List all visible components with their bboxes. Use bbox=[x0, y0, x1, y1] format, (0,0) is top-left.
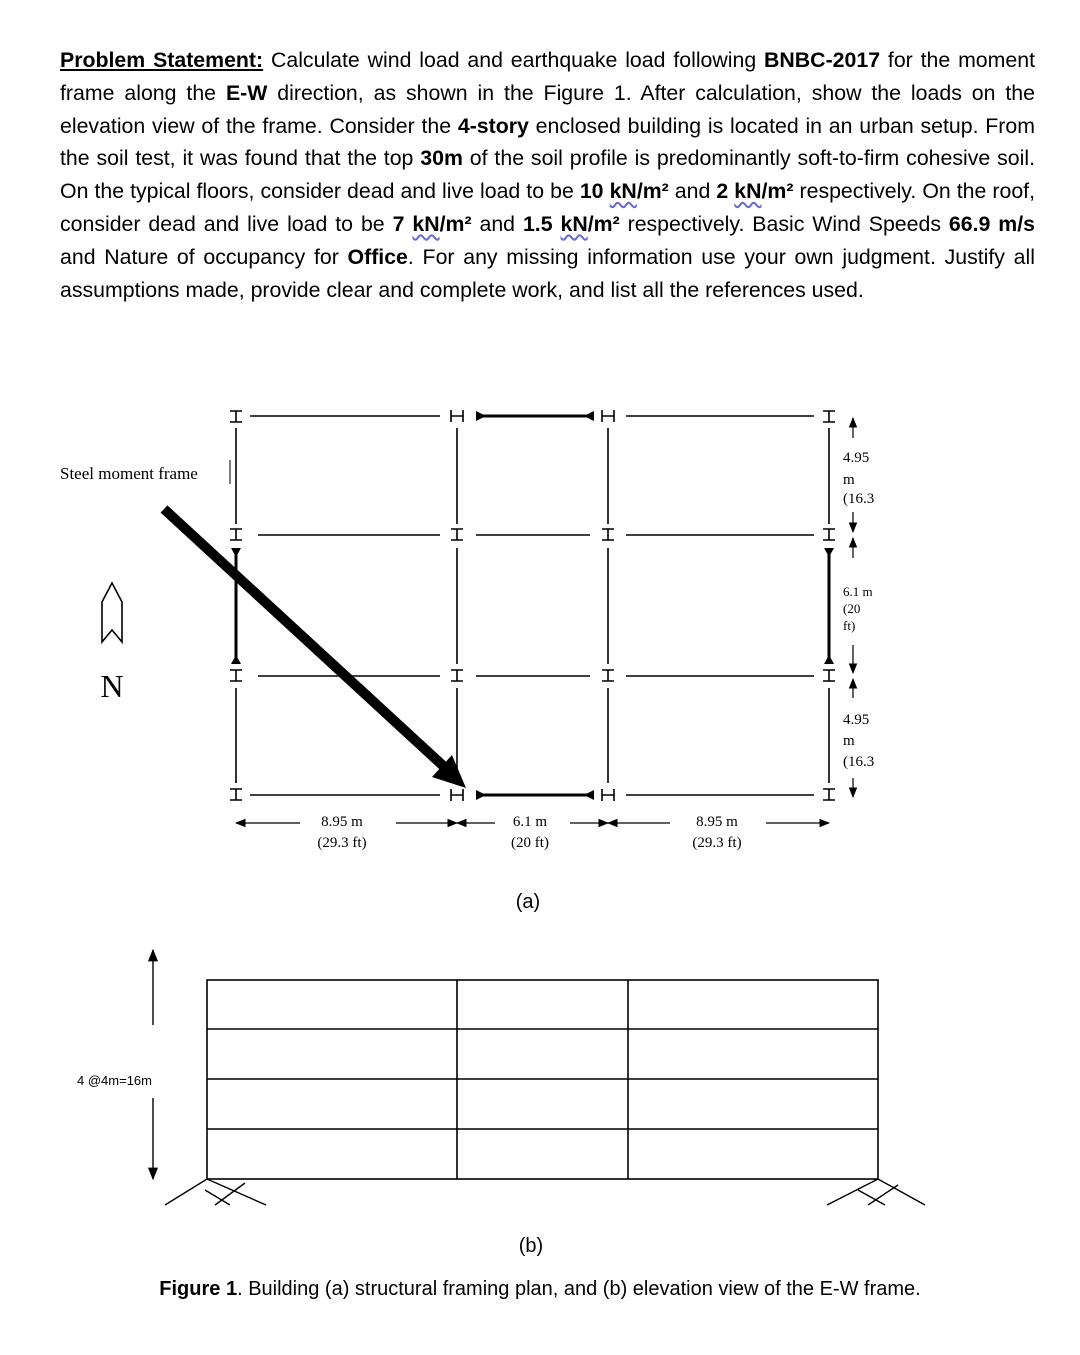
bay-3-length-ft: (29.3 ft) bbox=[692, 835, 742, 851]
occupancy: Office bbox=[347, 244, 408, 269]
span-3-length-ft: (16.3 bbox=[843, 754, 875, 770]
span-2-length: 6.1 m bbox=[843, 584, 873, 599]
column-icon bbox=[823, 411, 835, 422]
framing-plan bbox=[236, 416, 829, 795]
wind-speed: 66.9 m/s bbox=[948, 211, 1035, 236]
elevation-frame bbox=[207, 980, 878, 1179]
span-2-length-ft: (20 bbox=[843, 601, 861, 616]
column-icon bbox=[230, 789, 242, 800]
problem-statement: Problem Statement: Calculate wind load and earthquake load following BNBC-2017 for the moment frame along the E-W direction, as shown in the Figure 1. After calculation, show the loads on the elevation view of the frame. Consider the 4-story enclosed building is located in an urban setup. From the soil test, it was found that the top 30m of the soil profile is predominantly soft-to-firm cohesive soil. On the typical floors, consider dead and live load to be 10 kN/m² and 2 kN/m² respectively. On the roof, consider dead and live load to be 7 kN/m² and 1.5 kN/m² respectively. Basic Wind Speeds 66.9 m/s and Nature of occupancy for Office. For any missing information use your own judgment. Justify all assumptions made, provide clear and complete work, and list all the references used. bbox=[60, 48, 1036, 302]
column-icon bbox=[230, 529, 242, 540]
bay-2-length-ft: (20 ft) bbox=[511, 835, 549, 851]
frame-direction: E-W bbox=[225, 80, 268, 105]
span-3-unit: m bbox=[843, 733, 855, 749]
plan-sublabel: (a) bbox=[515, 891, 541, 913]
elevation-sublabel: (b) bbox=[518, 1235, 544, 1257]
moment-frame-pointer bbox=[164, 509, 452, 774]
frame-label: Steel moment frame bbox=[60, 464, 198, 483]
design-code: BNBC-2017 bbox=[764, 48, 881, 72]
column-icon bbox=[451, 529, 463, 540]
supports bbox=[165, 1179, 925, 1205]
column-icon bbox=[823, 670, 835, 681]
span-1-length: 4.95 bbox=[843, 450, 870, 466]
moment-connections bbox=[231, 411, 834, 800]
column-icon bbox=[230, 670, 242, 681]
figure-number: Figure 1 bbox=[159, 1278, 238, 1300]
span-1-unit: m bbox=[843, 472, 855, 488]
column-icon bbox=[823, 789, 835, 800]
column-icon bbox=[451, 789, 463, 801]
problem-label: Problem Statement: bbox=[60, 48, 264, 72]
column-icon bbox=[602, 789, 614, 801]
column-icon bbox=[230, 411, 242, 422]
columns bbox=[230, 410, 835, 801]
column-icon bbox=[602, 529, 614, 540]
bay-3-length: 8.95 m bbox=[696, 814, 738, 830]
roof-dead-load: 7 kN/m² bbox=[392, 211, 472, 236]
support-icon bbox=[827, 1179, 925, 1205]
floor-live-load: 2 kN/m² bbox=[716, 179, 794, 204]
story-count: 4-story bbox=[457, 113, 529, 138]
support-icon bbox=[858, 1185, 898, 1205]
roof-live-load: 1.5 kN/m² bbox=[522, 211, 620, 236]
north-arrow-icon bbox=[102, 583, 122, 642]
column-icon bbox=[602, 410, 614, 422]
column-icon bbox=[823, 529, 835, 540]
column-icon bbox=[451, 410, 463, 422]
soil-depth: 30m bbox=[420, 146, 463, 171]
bay-2-length: 6.1 m bbox=[512, 814, 548, 830]
span-1-length-ft: (16.3 bbox=[843, 491, 875, 507]
support-icon bbox=[165, 1179, 266, 1205]
span-2-unit: ft) bbox=[843, 618, 856, 633]
height-label: 4 @4m=16m bbox=[77, 1073, 152, 1088]
column-icon bbox=[602, 670, 614, 681]
floor-dead-load: 10 kN/m² bbox=[579, 179, 669, 204]
figure-caption bbox=[0, 1278, 1080, 1301]
bay-1-length-ft: (29.3 ft) bbox=[317, 835, 367, 851]
span-3-length: 4.95 bbox=[843, 712, 870, 728]
caption-text: . Building (a) structural framing plan, and (b) elevation view of the E-W frame. bbox=[237, 1278, 921, 1300]
column-icon bbox=[451, 670, 463, 681]
north-label: N bbox=[100, 668, 124, 704]
bay-1-length: 8.95 m bbox=[321, 814, 363, 830]
